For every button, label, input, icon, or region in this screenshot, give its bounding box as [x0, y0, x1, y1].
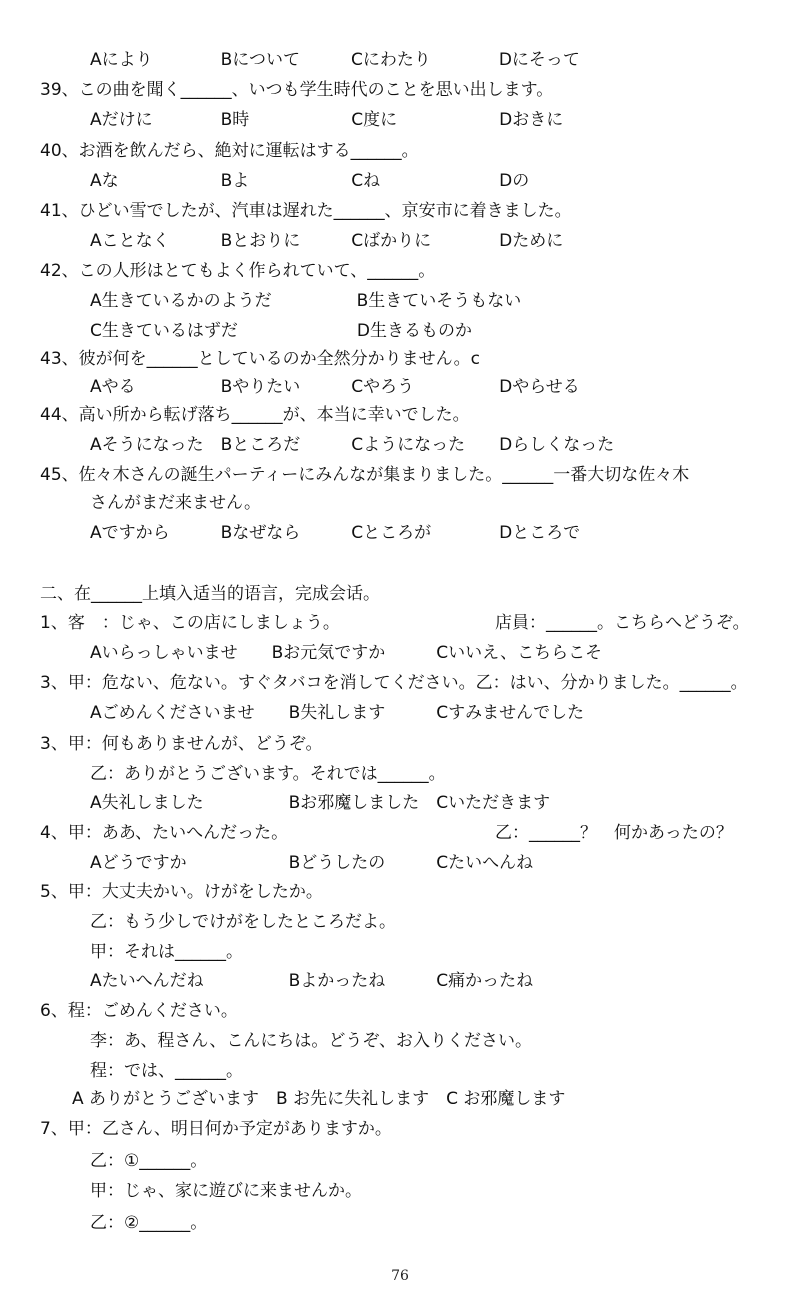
d6-options: A ありがとうございます B お先に失礼します C お邪魔します [72, 1089, 566, 1109]
q42-options-cd: C生きているはずだ D生きるものか [90, 321, 472, 341]
q45-question-cont: さんがまだ来ません。 [90, 493, 262, 513]
d1-clerk-line: 店員：______。こちらへどうぞ。 [495, 613, 750, 633]
d5-options: Aたいへんだね Bよかったね C痛かったね [90, 971, 534, 991]
d6-speaker-li: 李：あ、程さん、こんにちは。どうぞ、お入りください。 [90, 1031, 532, 1051]
q40-options: Aな Bよ Cね Dの [90, 171, 530, 191]
q45-options: Aですから Bなぜなら Cところが Dところで [90, 523, 581, 543]
d2-options: Aごめんくださいませ B失礼します Cすみませんでした [90, 703, 585, 723]
q45-question: 45、佐々木さんの誕生パーティーにみんなが集まりました。______一番大切な佐々木 [40, 465, 690, 485]
d5-speaker-b: 乙：もう少しでけがをしたところだよ。 [90, 912, 396, 932]
d5-speaker-a: 5、甲：大丈夫かい。けがをしたか。 [40, 882, 323, 902]
d4-options: Aどうですか Bどうしたの Cたいへんね [90, 853, 534, 873]
q40-question: 40、お酒を飲んだら、絶対に運転はする______。 [40, 141, 419, 161]
d7-speaker-a: 7、甲：乙さん、明日何か予定がありますか。 [40, 1119, 392, 1139]
page-number: 76 [391, 1268, 409, 1284]
q41-options: Aことなく Bとおりに Cばかりに Dために [90, 231, 564, 251]
d6-speaker-cheng-2: 程：では、______。 [90, 1061, 243, 1081]
q39-options: Aだけに B時 C度に Dおきに [90, 110, 564, 130]
q42-question: 42、この人形はとてもよく作られていて、______。 [40, 261, 436, 281]
q42-options-ab: A生きているかのようだ B生きていそうもない [90, 291, 522, 311]
d6-speaker-cheng: 6、程：ごめんください。 [40, 1001, 238, 1021]
d7-speaker-a-2: 甲：じゃ、家に遊びに来ませんか。 [90, 1181, 362, 1201]
d1-customer-line: 1、客 ：じゃ、この店にしましょう。 [40, 613, 340, 633]
d7-speaker-b-2: 乙：②______。 [90, 1213, 208, 1233]
d3-options: A失礼しました Bお邪魔しました Cいただきます [90, 793, 551, 813]
q43-question: 43、彼が何を______としているのか全然分かりません。c [40, 349, 480, 369]
d3-speaker-a: 3、甲：何もありませんが、どうぞ。 [40, 734, 323, 754]
d2-dialogue: 3、甲：危ない、危ない。すぐタバコを消してください。乙：はい、分かりました。______。 [40, 673, 748, 693]
d4-speaker-a: 4、甲：ああ、たいへんだった。 [40, 823, 289, 843]
q43-options: Aやる Bやりたい Cやろう Dやらせる [90, 377, 580, 397]
d5-speaker-a-2: 甲：それは______。 [90, 942, 243, 962]
q41-question: 41、ひどい雪でしたが、汽車は遅れた______、京安市に着きました。 [40, 201, 572, 221]
d1-options: Aいらっしゃいませ Bお元気ですか Cいいえ、こちらこそ [90, 643, 603, 663]
q38-options: Aにより Bについて Cにわたり Dにそって [90, 50, 580, 70]
d3-speaker-b: 乙：ありがとうございます。それでは______。 [90, 764, 446, 784]
q39-question: 39、この曲を聞く______、いつも学生時代のことを思い出します。 [40, 80, 554, 100]
q44-options: Aそうになった Bところだ Cようになった Dらしくなった [90, 435, 615, 455]
section-2-heading: 二、在______上填入适当的语言，完成会话。 [40, 584, 380, 604]
q44-question: 44、高い所から転げ落ち______が、本当に幸いでした。 [40, 405, 470, 425]
d4-speaker-b: 乙：______？ 何かあったの？ [495, 823, 733, 843]
d7-speaker-b-1: 乙：①______。 [90, 1151, 208, 1171]
